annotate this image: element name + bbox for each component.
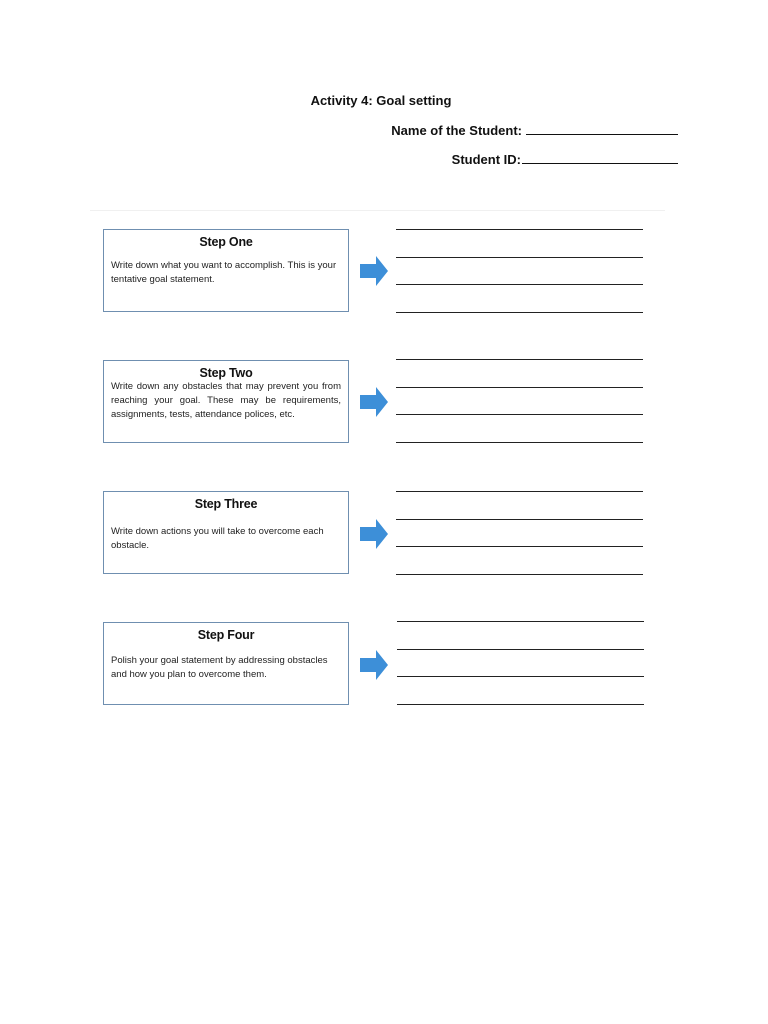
answer-line[interactable] xyxy=(396,387,643,388)
step-two-text: Write down any obstacles that may prevent you from reaching your goal. These may be requirements, assignments, tests, attendance polices, etc. xyxy=(111,381,341,420)
step-one-title: Step One xyxy=(199,235,253,249)
right-arrow-icon xyxy=(360,650,388,680)
step-three-text: Write down actions you will take to overcome each obstacle. xyxy=(111,526,324,551)
answer-line[interactable] xyxy=(397,704,644,705)
answer-line[interactable] xyxy=(396,546,643,547)
answer-line[interactable] xyxy=(397,649,644,650)
step-three-title: Step Three xyxy=(194,497,258,511)
answer-line[interactable] xyxy=(396,414,643,415)
student-id-field[interactable] xyxy=(522,151,678,164)
answer-line[interactable] xyxy=(396,229,643,230)
answer-line[interactable] xyxy=(396,257,643,258)
answer-line[interactable] xyxy=(397,621,644,622)
answer-line[interactable] xyxy=(396,491,643,492)
step-four-box xyxy=(103,622,349,705)
step-one-box xyxy=(103,229,349,312)
step-three-box xyxy=(103,491,349,574)
step-four-title: Step Four xyxy=(197,628,255,642)
page-title: Activity 4: Goal setting xyxy=(310,93,452,108)
step-four-text: Polish your goal statement by addressing obstacles and how you plan to overcome them. xyxy=(111,655,328,680)
answer-line[interactable] xyxy=(396,359,643,360)
answer-line[interactable] xyxy=(396,574,643,575)
answer-line[interactable] xyxy=(397,676,644,677)
student-name-field[interactable] xyxy=(526,122,678,135)
answer-line[interactable] xyxy=(396,442,643,443)
answer-line[interactable] xyxy=(396,284,643,285)
step-two-box xyxy=(103,360,349,443)
student-id-row xyxy=(452,151,678,167)
student-name-label: Name of the Student: xyxy=(391,123,522,138)
right-arrow-icon xyxy=(360,519,388,549)
answer-line[interactable] xyxy=(396,519,643,520)
right-arrow-icon xyxy=(360,256,388,286)
student-id-label: Student ID: xyxy=(451,152,521,167)
step-two-title: Step Two xyxy=(199,366,253,380)
student-name-row xyxy=(391,122,678,138)
right-arrow-icon xyxy=(360,387,388,417)
divider xyxy=(90,210,665,211)
answer-line[interactable] xyxy=(396,312,643,313)
step-one-text: Write down what you want to accomplish. This is your tentative goal statement. xyxy=(111,260,337,285)
